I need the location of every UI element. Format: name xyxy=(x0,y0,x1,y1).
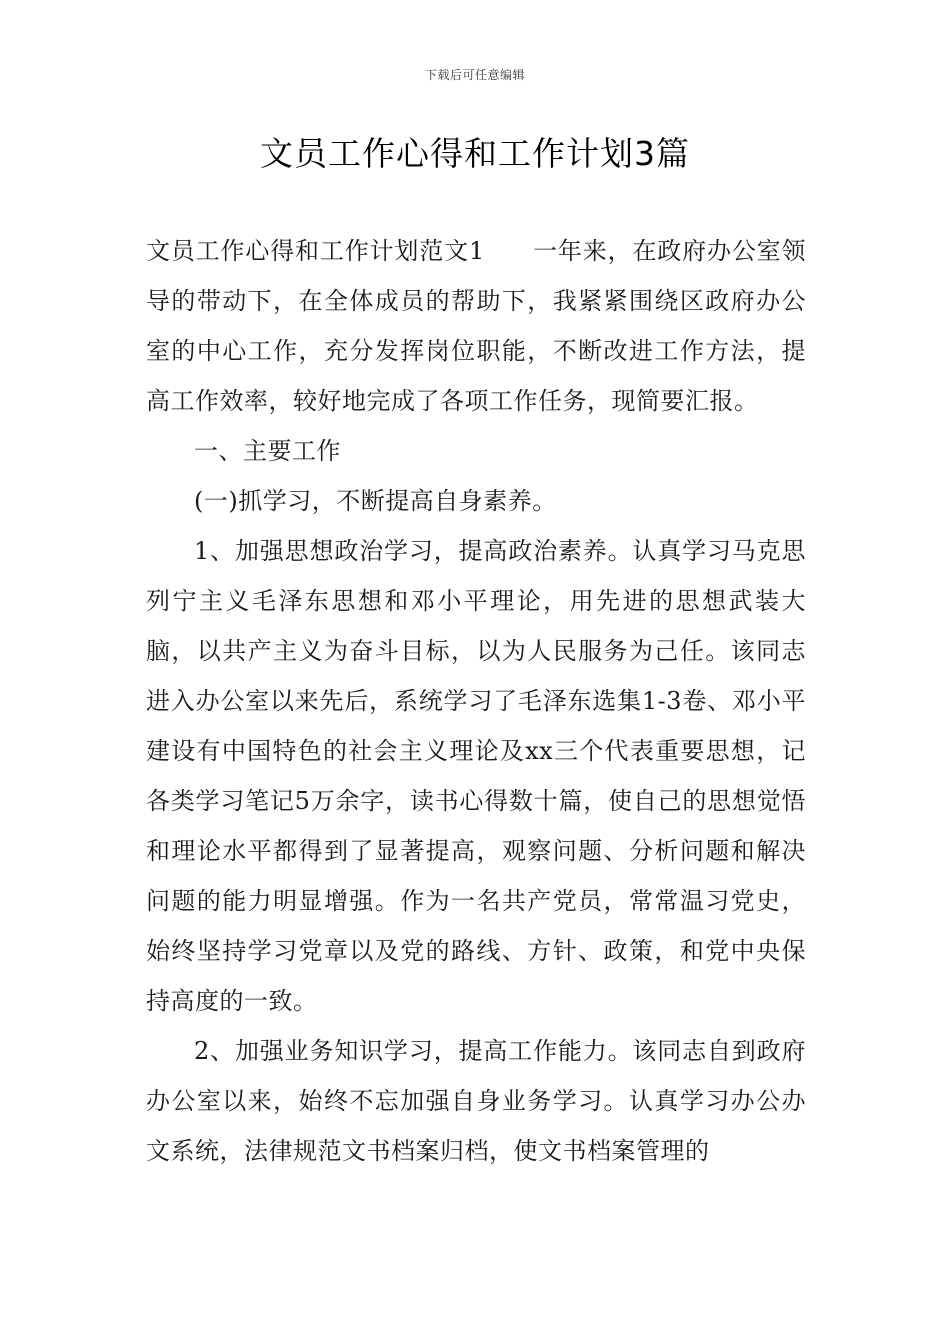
paragraph-business-study: 2、加强业务知识学习，提高工作能力。该同志自到政府办公室以来，始终不忘加强自身业务学习。认真学习办公办文系统，法律规范文书档案归档，使文书档案管理的 xyxy=(146,1037,806,1165)
paragraph-intro xyxy=(146,226,806,426)
paragraph-intro-text: 一年来，在政府办公室领导的带动下，在全体成员的帮助下，我紧紧围绕区政府办公室的中心工作，充分发挥岗位职能，不断改进工作方法，提高工作效率，较好地完成了各项工作任务，现简要汇报。 xyxy=(146,237,807,415)
paragraph-political-study: 1、加强思想政治学习，提高政治素养。认真学习马克思列宁主义毛泽东思想和邓小平理论，用先进的思想武装大脑，以共产主义为奋斗目标，以为人民服务为己任。该同志进入办公室以来先后，系统学习了毛泽东选集1-3卷、邓小平建设有中国特色的社会主义理论及xx三个代表重要思想，记各类学习笔记5万余字，读书心得数十篇，使自己的思想觉悟和理论水平都得到了显著提高，观察问题、分析问题和解决问题的能力明显增强。作为一名共产党员，常常温习党史，始终坚持学习党章以及党的路线、方针、政策，和党中央保持高度的一致。 xyxy=(146,537,806,1015)
section-heading: 一、主要工作 xyxy=(194,437,341,465)
paragraph-intro-lead: 文员工作心得和工作计划范文1 xyxy=(146,237,485,265)
document-body xyxy=(146,226,806,1176)
header-note: 下载后可任意编辑 xyxy=(424,68,525,82)
subsection-heading: (一)抓学习，不断提高自身素养。 xyxy=(194,487,557,515)
document-title: 文员工作心得和工作计划3篇 xyxy=(260,134,690,173)
